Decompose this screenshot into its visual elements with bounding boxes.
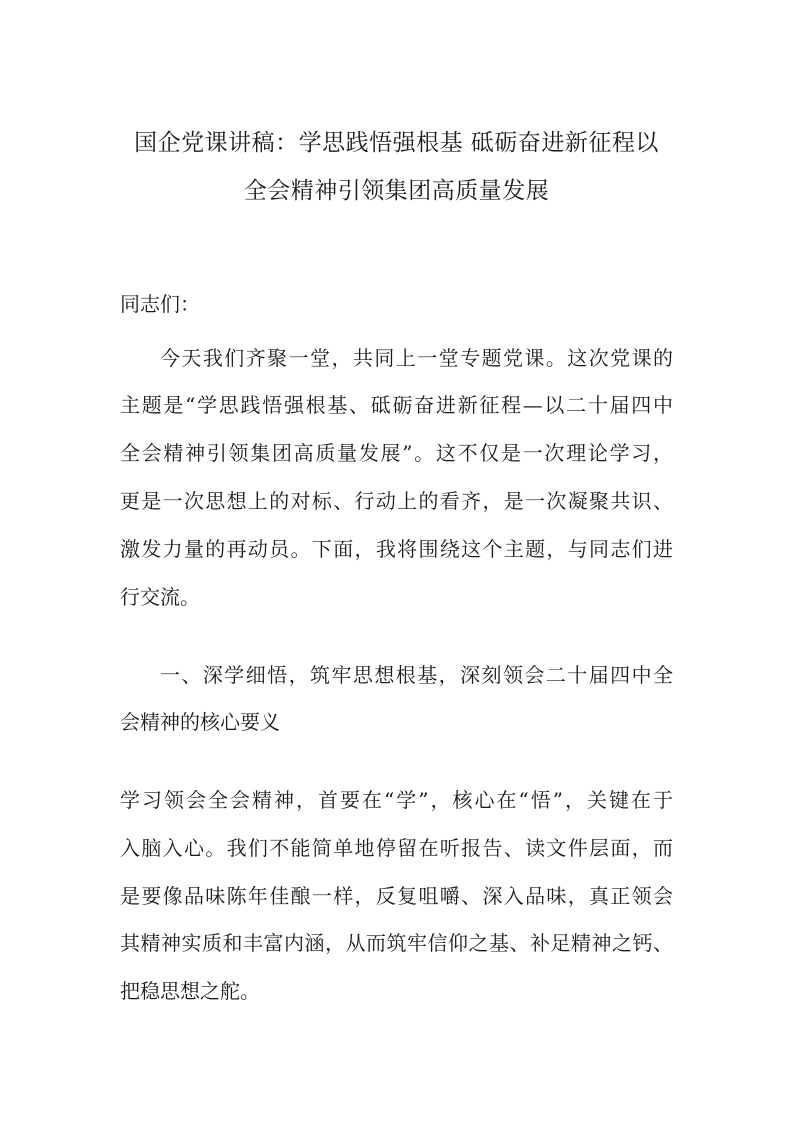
section-heading-line: 会精神的核心要义 (120, 710, 280, 734)
document-title-line-2: 全会精神引领集团高质量发展 (243, 178, 550, 204)
paragraph-2-line: 入脑入心。我们不能简单地停留在听报告、读文件层面，而 (120, 836, 673, 860)
greeting: 同志们： (120, 292, 200, 316)
paragraph-1-line: 今天我们齐聚一堂，共同上一堂专题党课。这次党课的 (160, 346, 673, 370)
paragraph-1-line: 行交流。 (120, 585, 200, 609)
paragraph-1-line: 全会精神引领集团高质量发展”。这不仅是一次理论学习， (120, 441, 673, 465)
paragraph-1-line: 激发力量的再动员。下面，我将围绕这个主题，与同志们进 (120, 537, 673, 561)
section-heading-line: 一、深学细悟，筑牢思想根基，深刻领会二十届四中全 (160, 663, 673, 687)
paragraph-1-line: 更是一次思想上的对标、行动上的看齐，是一次凝聚共识、 (120, 489, 673, 513)
paragraph-2-line: 是要像品味陈年佳酿一样，反复咀嚼、深入品味，真正领会 (120, 884, 673, 908)
paragraph-2-line: 学习领会全会精神，首要在“学”，核心在“悟”，关键在于 (120, 788, 673, 812)
document-title-line-1: 国企党课讲稿：学思践悟强根基 砥砺奋进新征程以 (134, 130, 659, 156)
paragraph-1-line: 主题是“学思践悟强根基、砥砺奋进新征程—以二十届四中 (120, 393, 673, 417)
paragraph-2-line: 把稳思想之舵。 (120, 979, 260, 1003)
paragraph-2-line: 其精神实质和丰富内涵，从而筑牢信仰之基、补足精神之钙、 (120, 931, 673, 955)
